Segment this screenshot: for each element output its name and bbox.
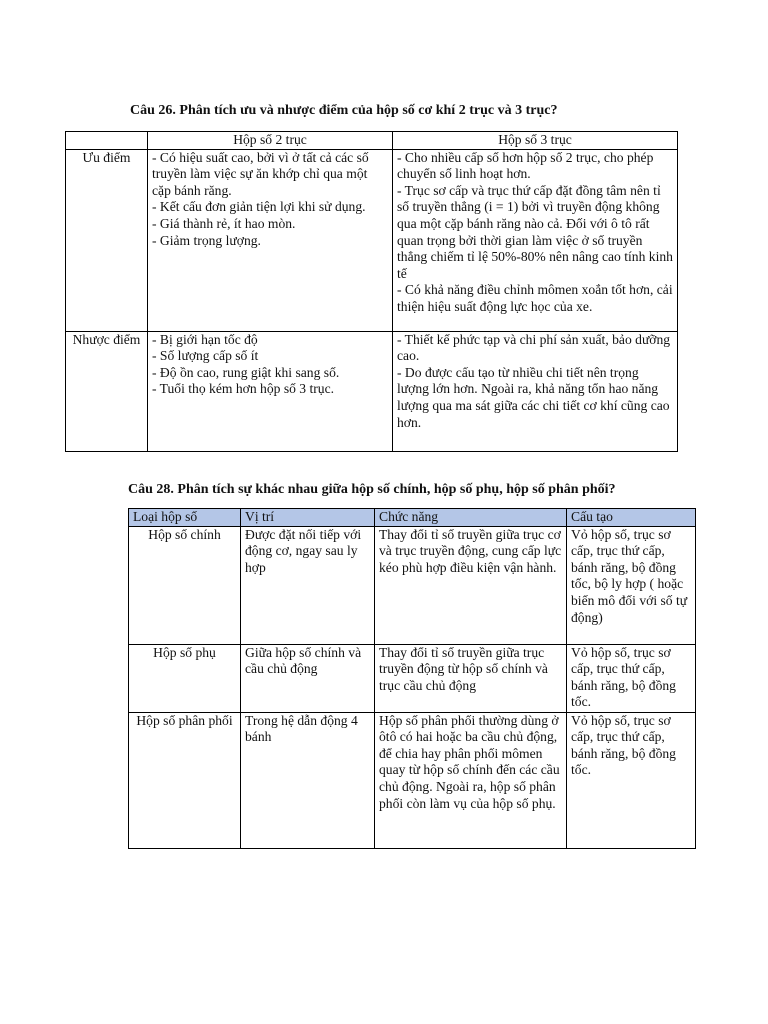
cell-position: Giữa hộp số chính và cầu chủ động xyxy=(241,644,375,712)
text-line: - Giảm trọng lượng. xyxy=(152,232,261,248)
header-cell-function: Chức năng xyxy=(375,509,567,527)
text-line: - Có hiệu suất cao, bởi vì ở tất cả các số truyền làm việc sự ăn khớp chỉ qua một cặp bánh răng. xyxy=(152,149,369,198)
cell-function: Thay đổi tỉ số truyền giữa trục truyền động từ hộp số chính và trục cầu chủ động xyxy=(375,644,567,712)
cell-advantages-3-shaft xyxy=(393,149,678,331)
table-row-disadvantages xyxy=(66,331,678,451)
cell-advantages-2-shaft xyxy=(148,149,393,331)
header-cell-empty xyxy=(66,132,148,150)
header-cell-position: Vị trí xyxy=(241,509,375,527)
text-line: - Có khả năng điều chỉnh mômen xoắn tốt hơn, cải thiện hiệu suất động lực học của xe. xyxy=(397,282,673,314)
cell-disadvantages-3-shaft xyxy=(393,331,678,451)
text-line: - Bị giới hạn tốc độ xyxy=(152,331,258,347)
cell-type: Hộp số chính xyxy=(129,526,241,644)
cell-structure: Vỏ hộp số, trục sơ cấp, trục thứ cấp, bánh răng, bộ đồng tốc. xyxy=(567,712,696,848)
header-cell-structure: Cấu tạo xyxy=(567,509,696,527)
cell-type: Hộp số phân phối xyxy=(129,712,241,848)
cell-disadvantages-2-shaft xyxy=(148,331,393,451)
text-line: - Độ ồn cao, rung giật khi sang số. xyxy=(152,364,340,380)
text-line: - Tuổi thọ kém hơn hộp số 3 trục. xyxy=(152,381,335,397)
row-label-disadvantages: Nhược điểm xyxy=(66,331,148,451)
header-cell-3-shaft: Hộp số 3 trục xyxy=(393,132,678,150)
comparison-table-26 xyxy=(65,131,678,452)
cell-position: Trong hệ dẫn động 4 bánh xyxy=(241,712,375,848)
table-row-auxiliary-gearbox xyxy=(129,644,696,712)
row-label-advantages: Ưu điểm xyxy=(66,149,148,331)
table-row-transfer-case xyxy=(129,712,696,848)
cell-position: Được đặt nối tiếp với động cơ, ngay sau ly hợp xyxy=(241,526,375,644)
text-line: - Số lượng cấp số ít xyxy=(152,348,259,364)
table-header-row xyxy=(129,509,696,527)
question-28-title: Câu 28. Phân tích sự khác nhau giữa hộp số chính, hộp số phụ, hộp số phân phối? xyxy=(128,482,616,497)
cell-structure: Vỏ hộp số, trục sơ cấp, trục thứ cấp, bánh răng, bộ đồng tốc. xyxy=(567,644,696,712)
cell-type: Hộp số phụ xyxy=(129,644,241,712)
table-header-row xyxy=(66,132,678,150)
header-cell-2-shaft: Hộp số 2 trục xyxy=(148,132,393,150)
question-26-title: Câu 26. Phân tích ưu và nhược điểm của hộp số cơ khí 2 trục và 3 trục? xyxy=(130,103,558,118)
comparison-table-28 xyxy=(128,508,696,849)
text-line: - Cho nhiều cấp số hơn hộp số 2 trục, cho phép chuyển số linh hoạt hơn. xyxy=(397,149,654,182)
cell-function: Thay đổi tỉ số truyền giữa trục cơ và trục truyền động, cung cấp lực kéo phù hợp điều kiện vận hành. xyxy=(375,526,567,644)
text-line: - Thiết kế phức tạp và chi phí sản xuất, bảo dưỡng cao. xyxy=(397,331,671,364)
cell-function: Hộp số phân phối thường dùng ở ôtô có hai hoặc ba cầu chủ động, để chia hay phân phối mômen quay từ hộp số chính đến các cầu chủ động. Ngoài ra, hộp số phân phối còn làm vụ của hộp số phụ. xyxy=(375,712,567,848)
text-line: - Do được cấu tạo từ nhiều chi tiết nên trọng lượng lớn hơn. Ngoài ra, khả năng tổn hao năng lượng qua ma sát giữa các chi tiết cơ khí cũng cao hơn. xyxy=(397,364,670,430)
table-row-main-gearbox xyxy=(129,526,696,644)
text-line: - Kết cấu đơn giản tiện lợi khi sử dụng. xyxy=(152,199,366,215)
text-line: - Giá thành rẻ, ít hao mòn. xyxy=(152,215,296,231)
header-cell-type: Loại hộp số xyxy=(129,509,241,527)
text-line: - Trục sơ cấp và trục thứ cấp đặt đồng tâm nên tỉ số truyền thẳng (i = 1) bởi vì truyền động không qua một cặp bánh răng nào cả. Đối với ô tô rất quan trọng bởi thời gian làm việc ở số truyền thẳng chiếm tỉ lệ 50%-80% nên nâng cao tính kinh tế xyxy=(397,182,673,281)
table-row-advantages xyxy=(66,149,678,331)
cell-structure: Vỏ hộp số, trục sơ cấp, trục thứ cấp, bánh răng, bộ đồng tốc, bộ ly hợp ( hoặc biến mô đối với số tự động) xyxy=(567,526,696,644)
